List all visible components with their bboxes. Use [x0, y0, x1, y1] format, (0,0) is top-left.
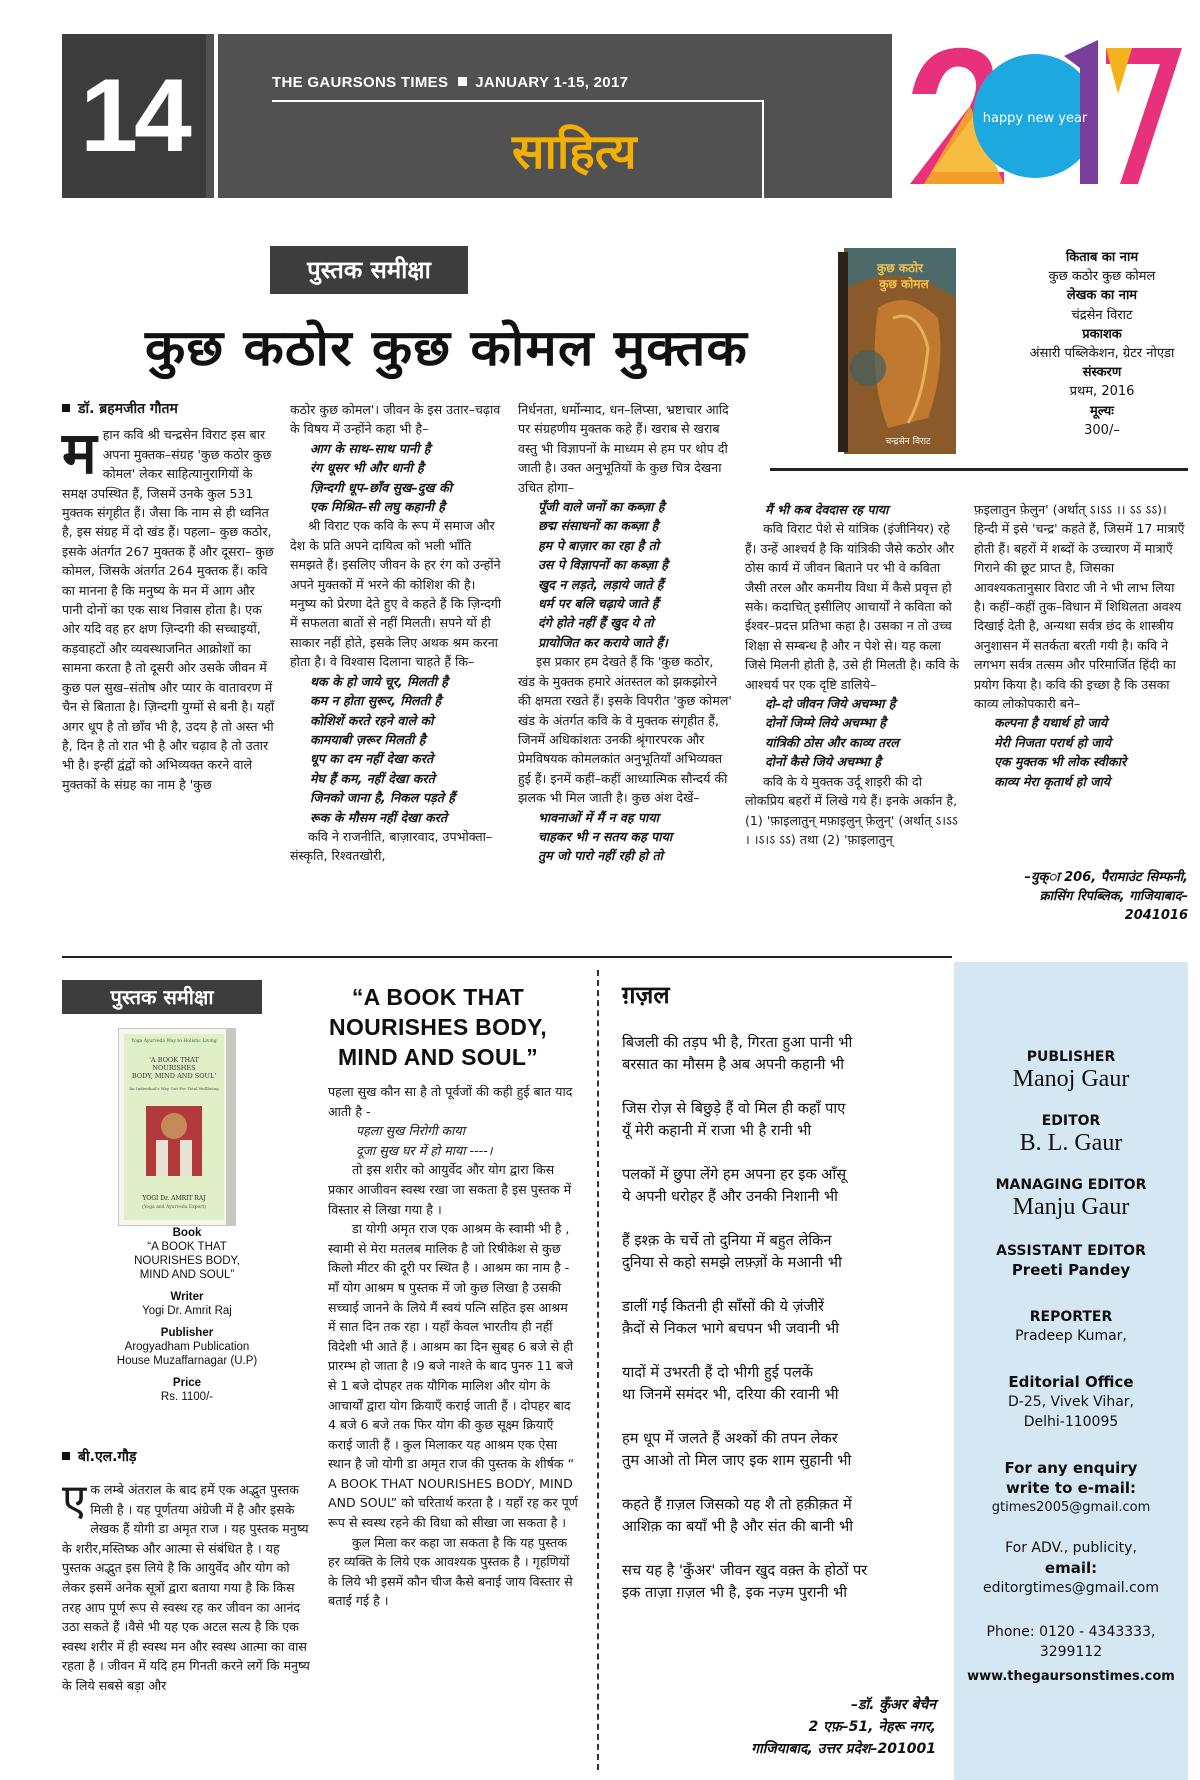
review1-book-info [1016, 248, 1188, 440]
verse-line: मेघ हैं कम, नहीं देखा करते [310, 770, 435, 786]
imprint-advertising: For ADV., publicity, email: editorgtimes@gmail.com [954, 1538, 1188, 1598]
verse-line: भावनाओं में मैं न वह पाया [538, 809, 659, 825]
info-value: कुछ कठोर कुछ कोमल [1048, 269, 1156, 285]
verse-line: दोनों कैसे जिये अचम्भा है [765, 754, 882, 770]
svg-text:BODY, MIND AND SOUL': BODY, MIND AND SOUL' [131, 1072, 217, 1080]
issue-date: JANUARY 1-15, 2017 [475, 74, 629, 91]
imprint-editor: EDITOR B. L. Gaur [1019, 1113, 1123, 1156]
article-text: पहला सुख कौन सा है तो पूर्वजों की कही हुई बात याद आती है - [328, 1084, 573, 1119]
info-rule [770, 468, 1188, 471]
verse-line: एक मुक्तक भी लोक स्वीकारे [994, 754, 1127, 770]
review1-column-1 [62, 400, 277, 794]
article-text: डा योगी अमृत राज एक आश्रम के स्वामी भी है , स्वामी से मेरा मतलब मालिक है जो रिषीकेश से कुछ किलो मीटर की दूरी पर स्थित है । आश्रम का नाम है - माँ योग आश्रम ष पुस्तक में जो कुछ लिखा है उसकी सच्चाई जानने के लिये मैं स्वयं पत्नि सहित इस आश्रम में सात दिन तक रहा । यहाँ केवल भारतीय ही नहीं विदेशी भी आते हैं । आश्रम का दिन सुबह 6 बजे से ही प्रारम्भ हो जाता है ।9 बजे नाश्ते के बाद पुनरु 11 बजे से 1 बजे दोपहर तक यौगिक मालिश और योग के आचार्यों द्वारा योग क्रियाएँ कराई जाती हैं । दोपहर बाद 4 बजे 6 बजे तक फिर योग की कुछ सूक्ष्म क्रियाएँ कराई जाती हैं । कुल मिलाकर यह आश्रम एक ऐसा स्थान है जो योगी डा अमृत राज की पुस्तक के शीर्षक “ A BOOK THAT NOURISHES BODY, MIND AND SOUL” को चरितार्थ करता है । यहाँ रह कर पूर्ण रूप से स्वस्थ रहने की विधा को सीखा जा सकता है । [328, 1221, 578, 1531]
imprint-website [954, 1668, 1188, 1686]
advertising-email[interactable]: editorgtimes@gmail.com [983, 1580, 1159, 1596]
imprint-box [954, 962, 1188, 1780]
couplet: हैं इश्क़ के चर्चे तो दुनिया में बहुत लेकिन दुनिया से कहो समझे लफ़्ज़ों के मआनी भी [622, 1232, 842, 1271]
article-text: निर्धनता, धर्मोन्माद, धन–लिप्सा, भ्रष्टाचार आदि पर संग्रहणीय मुक्तक कहे हैं। खराब से खराब वस्तु भी विज्ञापनों के माध्यम से हम पर थोप दी जाती है। उक्त अनुभूतियों के कुछ चित्र देखना उचित होगा– [518, 402, 729, 495]
verse-line: जिनको जाना है, निकल पड़ते हैं [310, 790, 455, 806]
verse-line: कल्पना है यथार्थ हो जाये [994, 715, 1108, 731]
verse-line: खुद न लड़ते, लड़ाये जाते हैं [538, 576, 664, 592]
paper-name: THE GAURSONS TIMES [272, 74, 449, 91]
verse-line: यांत्रिकी ठोस और काव्य तरल [765, 734, 899, 750]
info-label: Price [172, 1377, 202, 1389]
verse-line: रूक के मौसम नहीं देखा करते [310, 809, 448, 825]
couplet: बिजली की तड़प भी है, गिरता हुआ पानी भी बरसात का मौसम है अब अपनी कहानी भी [622, 1034, 853, 1073]
imprint-enquiry: For any enquiry write to e-mail: gtimes2005@gmail.com [954, 1458, 1188, 1518]
book-subtitle: An Individual's Way Out For Total Wellbeing [129, 1086, 219, 1091]
verse-line: ज़िन्दगी धूप–छाँव सुख–दुख की [310, 479, 453, 495]
couplet: सच यह है 'कुँअर' जीवन खुद वक़्त के होठों पर इक ताज़ा ग़ज़ल भी है, इक नज़्म पुरानी भी [622, 1562, 868, 1601]
book-top-line: Yoga Ayurveda Way to Holistic Living [131, 1039, 217, 1044]
info-value: “A BOOK THAT NOURISHES BODY, MIND AND SOUL” [134, 1241, 240, 1281]
svg-text:NOURISHES: NOURISHES [152, 1064, 196, 1072]
couplet: डालीं गईं कितनी ही साँसों की ये ज़ंजीरें क़ैदों से निकल भागे बचपन भी जवानी भी [622, 1298, 839, 1337]
new-year-2017-logo [892, 34, 1188, 198]
article-text: फ़इलातुन फ़ेलुन' (अर्थात् ऽ।ऽऽ ।। ऽऽ ऽऽ)। हिन्दी में इसे 'चन्द्र' कहते हैं, जिसमें 17 मात्राएँ होती हैं। बहरों में शब्दों के उच्चारण में मात्राएँ गिराने की छूट प्राप्त है, जिसका आवश्यकतानुसार विराट जी ने भी लाभ लिया है। कहीं–कहीं तुक–विधान में शिथिलता अवश्य दिखाई देती है, अन्यथा सर्वत्र छंद के शास्त्रीय अनुशासन में सतर्कता बरती गयी है। कवि ने लगभग सर्वत्र तत्सम और परिमार्जित हिंदी का प्रयोग किया है। कवि की इच्छा है कि उसका काव्य लोकोपकारी बने– [974, 502, 1185, 712]
dateline [272, 74, 628, 91]
verse-line: मेरी निजता परार्थ हो जाये [994, 734, 1111, 750]
verse-line: थक के हो जाये चूर, मिलती है [310, 673, 448, 689]
imprint-phone: Phone: 0120 - 4343333, 3299112 [986, 1624, 1156, 1660]
article-text: इस प्रकार हम देखते हैं कि 'कुछ कठोर, खंड के मुक्तक हमारे अंतस्तल को झकझोरने की क्षमता रखते हैं। इसके विपरीत 'कुछ कोमल' खंड के अंतर्गत कवि के वे मुक्तक संगृहीत हैं, जिनमें अधिकांशतः उनकी श्रृंगारपरक और प्रेमविषयक कोमलकांत अनुभूतियाँ अभिव्यक्त हुई हैं। इनमें कहीं–कहीं आध्यात्मिक सौन्दर्य की झलक भी मिल जाती है। कुछ अंश देखें– [518, 654, 732, 806]
review-tag: पुस्तक समीक्षा [62, 980, 262, 1014]
dateline-rule [272, 100, 762, 102]
info-value: प्रथम, 2016 [1069, 384, 1135, 400]
verse-line: चाहकर भी न सतय कह पाया [538, 828, 673, 844]
review2-headline: “A BOOK THAT NOURISHES BODY, MIND AND SOUL” [329, 984, 547, 1070]
info-value: Arogyadham Publication House Muzaffarnagar (U.P) [116, 1341, 258, 1367]
verse-line: दोनों जिम्मे लिये अचम्भा है [765, 715, 886, 731]
verse-line: प्रायोजित कर कराये जाते हैं। [538, 634, 668, 650]
column-separator [597, 970, 599, 1770]
verse-line: पहला सुख निरोगी काया [356, 1123, 465, 1139]
review1-column-5 [974, 500, 1188, 791]
article-text: कवि विराट पेशे से यांत्रिक (इंजीनियर) रहे हैं। उन्हें आश्चर्य है कि यांत्रिकी जैसे कठोर और ठोस कार्य में जीवन बिताने पर भी वे कविता जैसी तरल और कमनीय विधा में कैसे प्रवृत्त हो सके। कदाचित् इसीलिए आचार्यों ने कविता को ईश्वर–प्रदत्त प्रतिभा कहा है। उसका न तो उच्च शिक्षा से सम्बन्ध है और न पेशे से। यह कला जिसे मिलनी होती है, उसे ही मिलती है। कवि के आश्चर्य पर एक दृष्टि डालिये– [745, 521, 960, 692]
section-title: साहित्य [512, 124, 637, 180]
website-link[interactable]: www.thegaursonstimes.com [967, 1669, 1175, 1684]
verse-line: छद्म संसाधनों का कब्ज़ा है [538, 518, 659, 534]
verse-line: आग के साथ–साथ पानी है [310, 440, 431, 456]
info-label: Book [172, 1227, 202, 1239]
verse-line: पूँजी वाले जनों का कब्ज़ा है [538, 499, 665, 515]
imprint-managing-editor: MANAGING EDITOR Manju Gaur [995, 1177, 1147, 1220]
dropcap: म [62, 419, 97, 488]
info-label: लेखक का नाम [1066, 288, 1138, 304]
article-text: कवि ने राजनीति, बाज़ारवाद, उपभोक्ता–संस्कृति, रिश्वतखोरी, [290, 828, 493, 864]
verse-line: रंग धूसर भी और धानी है [310, 460, 424, 476]
verse-line: उस पे विज्ञापनों का कब्ज़ा है [538, 557, 668, 573]
info-label: किताब का नाम [1065, 250, 1139, 265]
couplet: यादों में उभरती हैं दो भीगी हुई पलकें था जिनमें समंदर भी, दरिया की रवानी भी [622, 1364, 839, 1403]
bullet-square-icon [458, 77, 467, 86]
review2-column-2 [328, 1082, 578, 1611]
article-text: कठोर कुछ कोमल'। जीवन के इस उतार–चढ़ाव के विषय में उन्होंने कहा भी है– [290, 402, 501, 437]
section-divider [62, 956, 952, 958]
article-text: क लम्बे अंतराल के बाद हमें एक अद्भुत पुस्तक मिली है । यह पूर्णतया अंग्रेजी में है और इसके लेखक हैं योगी डा अमृत राज । यह पुस्तक मनुष्य के शरीर,मस्तिष्क और आत्मा से संबंधित है । यह पुस्तक अद्भुत इस लिये है कि आयुर्वेद और योग को लेकर इसमें अनेक सूत्रों द्वारा बताया गया है कि किस तरह आप पूर्ण रूप से स्वस्थ रह कर जीवन का आनंद उठा सकते हैं ।वैसे भी यह एक अटल सत्य है कि एक स्वस्थ शरीर में ही स्वस्थ मन और स्वस्थ आत्मा का वास रहता है । जीवन में यदि हम गिनती करने लगें कि मनुष्य के लिये सबसे बड़ा और [62, 1482, 310, 1693]
review1-column-4 [745, 500, 959, 849]
logo-caption: happy new year [982, 111, 1088, 126]
couplet: पलकों में छुपा लेंगे हम अपना हर इक आँसू ये अपनी धरोहर हैं और उनकी निशानी भी [622, 1166, 847, 1205]
article-text: श्री विराट एक कवि के रूप में समाज और देश के प्रति अपने दायित्व को भली भाँति समझते हैं। इसलिए जीवन के हर रंग को उन्होंने अपने मुक्तकों में भरने की कोशिश की है। मनुष्य को प्रेरणा देते हुए वे कहते हैं कि ज़िन्दगी में सफलता बातों से नहीं मिलती। सपने यों ही साकार नहीं होते, इसके लिए अथक श्रम करना होता है। वे विश्वास दिलाना चाहते हैं कि– [290, 518, 502, 670]
review-headline: कुछ कठोर कुछ कोमल मुक्तक [145, 318, 748, 377]
verse-line: धर्म पर बलि चढ़ाये जाते हैं [538, 596, 659, 612]
info-label: Writer [170, 1291, 204, 1303]
article-text: तो इस शरीर को आयुर्वेद और योग द्वारा किस प्रकार आजीवन स्वस्थ रखा जा सकता है इस पुस्तक में विस्तार से लिखा गया है । [328, 1162, 572, 1217]
review2-book-info [62, 1226, 312, 1404]
page-number: 14 [62, 34, 206, 198]
verse-line: एक मिश्रित–सी लघु कहानी है [310, 499, 445, 515]
verse-line: तुम जो पारो नहीं रही हो तो [538, 848, 663, 864]
info-value: चंद्रसेन विराट [1071, 307, 1133, 323]
imprint-assistant-editor: ASSISTANT EDITOR Preeti Pandey [996, 1243, 1146, 1279]
verse-line: धूप का दम नहीं देखा करते [310, 751, 434, 767]
info-label: मूल्यः [1090, 403, 1114, 419]
book-author: YOGI Dr. AMRIT RAJ [142, 1195, 206, 1202]
book-title-line: कुछ कठोर [876, 261, 924, 275]
info-value: Rs. 1100/- [160, 1391, 214, 1403]
verse-line: मैं भी कब देवदास रह पाया [765, 502, 889, 517]
review2-byline: बी.एल.गौड़ [62, 1447, 137, 1466]
svg-text:'A BOOK THAT: 'A BOOK THAT [149, 1056, 199, 1064]
ghazal-body [622, 1032, 942, 1626]
verse-line: हम पे बाज़ार का रहा है तो [538, 537, 660, 553]
verse-line: दंगे होते नहीं हैं खुद ये तो [538, 615, 654, 631]
couplet: जिस रोज़ से बिछुड़े हैं वो मिल ही कहाँ पाए यूँ मेरी कहानी में राजा भी है रानी भी [622, 1100, 846, 1139]
verse-line: कम न होता सुरूर, मिलती है [310, 693, 442, 709]
masthead-divider [214, 34, 218, 198]
dropcap: ए [62, 1475, 87, 1526]
ghazal-title: ग़ज़ल [622, 981, 670, 1009]
ghazal-signature: –डॉ. कुँअर बेचैन 2 एफ़–51, नेहरू नगर, गाजियाबाद, उत्तर प्रदेश–201001 [751, 1697, 936, 1757]
info-label: Publisher [160, 1327, 214, 1339]
book-cover-image [838, 248, 956, 454]
dateline-rule-vertical [762, 100, 764, 198]
review1-byline: डॉ. ब्रहमजीत गौतम [62, 400, 277, 419]
info-value: 300/– [1084, 422, 1120, 438]
book-author: चन्द्रसेन विराट [885, 437, 931, 447]
verse-line: दो–दो जीवन जिये अचम्भा है [765, 696, 896, 712]
info-value: Yogi Dr. Amrit Raj [142, 1305, 232, 1317]
imprint-publisher: PUBLISHER Manoj Gaur [1012, 1049, 1130, 1092]
book-cover-image [118, 1028, 236, 1226]
article-text: हान कवि श्री चन्द्रसेन विराट इस बार अपना मुक्तक–संग्रह 'कुछ कठोर कुछ कोमल' लेकर साहित्यानुरागियों के समक्ष उपस्थित हैं, जिसमें उनके कुल 531 मुक्तक संगृहीत हैं। जैसा कि नाम से ही ध्वनित है, इस संग्रह में दो खंड हैं। पहला– कुछ कठोर, इसके अंतर्गत 267 मुक्तक हैं और दूसरा– कुछ कोमल, जिसके अंतर्गत 264 मुक्तक हैं। कवि का मानना है कि मनुष्य के मन में आग और पानी दोनों का एक साथ निवास होता है। एक ओर यदि वह हर क्षण ज़िन्दगी की सच्चाइयों, कड़वाहटों और व्यवस्थाजनित आक्रोशों का सामना करता है तो दूसरी ओर उसके जीवन में कुछ पल सुख–संतोष और प्यार के वातावरण में चैन से बिताता है। ज़िन्दगी युग्मों से बनी है। यहाँ अगर धूप है तो छाँव भी है, उदय है तो अस्त भी है, दिन है तो रात भी है और चढ़ाव है तो उतार भी है। इन्हीं द्वंद्वों को अभिव्यक्त करने वाले मुक्तकों के संग्रह का नाम है 'कुछ [62, 427, 275, 792]
book-author-sub: (Yoga and Ayurveda Expert) [142, 1205, 206, 1210]
verse-line: दूजा सुख घर में हो माया ----। [356, 1142, 493, 1158]
imprint-reporter: REPORTER Pradeep Kumar, [1015, 1309, 1127, 1344]
info-label: संस्करण [1082, 365, 1122, 381]
enquiry-email[interactable]: gtimes2005@gmail.com [991, 1500, 1151, 1515]
bullet-square-icon [62, 404, 70, 412]
article-text: कवि के ये मुक्तक उर्दू शाइरी की दो लोकप्रिय बहरों में लिखे गये हैं। इनके अर्कान है, (1) 'फ़ाइलातुन् मफ़ाइलुन् फ़ेलुन्' (अर्थात् ऽ।ऽऽ । ।ऽ।ऽ ऽऽ) तथा (2) 'फ़ाइलातुन् [745, 773, 958, 847]
verse-line: काव्य मेरा कृतार्थ हो जाये [994, 773, 1111, 789]
review-tag: पुस्तक समीक्षा [270, 246, 468, 294]
bullet-square-icon [62, 1452, 70, 1460]
review1-column-3 [518, 400, 732, 866]
info-label: प्रकाशक [1082, 326, 1122, 342]
couplet: कहते हैं ग़ज़ल जिसको यह शै तो हक़ीक़त में आशिक़ का बयाँ भी है और संत की बानी भी [622, 1496, 854, 1535]
masthead [62, 34, 1188, 198]
review1-column-2 [290, 400, 504, 866]
verse-line: कामयाबी ज़रूर मिलती है [310, 731, 426, 747]
couplet: हम धूप में जलते हैं अश्कों की तपन लेकर तुम आओ तो मिल जाए इक शाम सुहानी भी [622, 1430, 852, 1469]
verse-line: कोशिशें करते रहने वाले को [310, 712, 434, 728]
review1-signature: –युक्ा 206, पैरामाउंट सिम्फनी, क्रासिंग रिपब्लिक, गाजियाबाद– 2041016 [1024, 870, 1188, 923]
imprint-office: Editorial Office D-25, Vivek Vihar, Delhi-110095 [1008, 1373, 1134, 1430]
review2-column-1 [62, 1475, 312, 1696]
article-text: कुल मिला कर कहा जा सकता है कि यह पुस्तक हर व्यक्ति के लिये एक आवश्यक पुस्तक है । गृहणियों के लिये भी इसमें कौन चीज कैसे बनाई जाय विस्तार से बताई गई है । [328, 1534, 573, 1609]
book-title-line: कुछ कोमल [879, 277, 929, 291]
info-value: अंसारी पब्लिकेशन, ग्रेटर नोएडा [1029, 346, 1175, 362]
